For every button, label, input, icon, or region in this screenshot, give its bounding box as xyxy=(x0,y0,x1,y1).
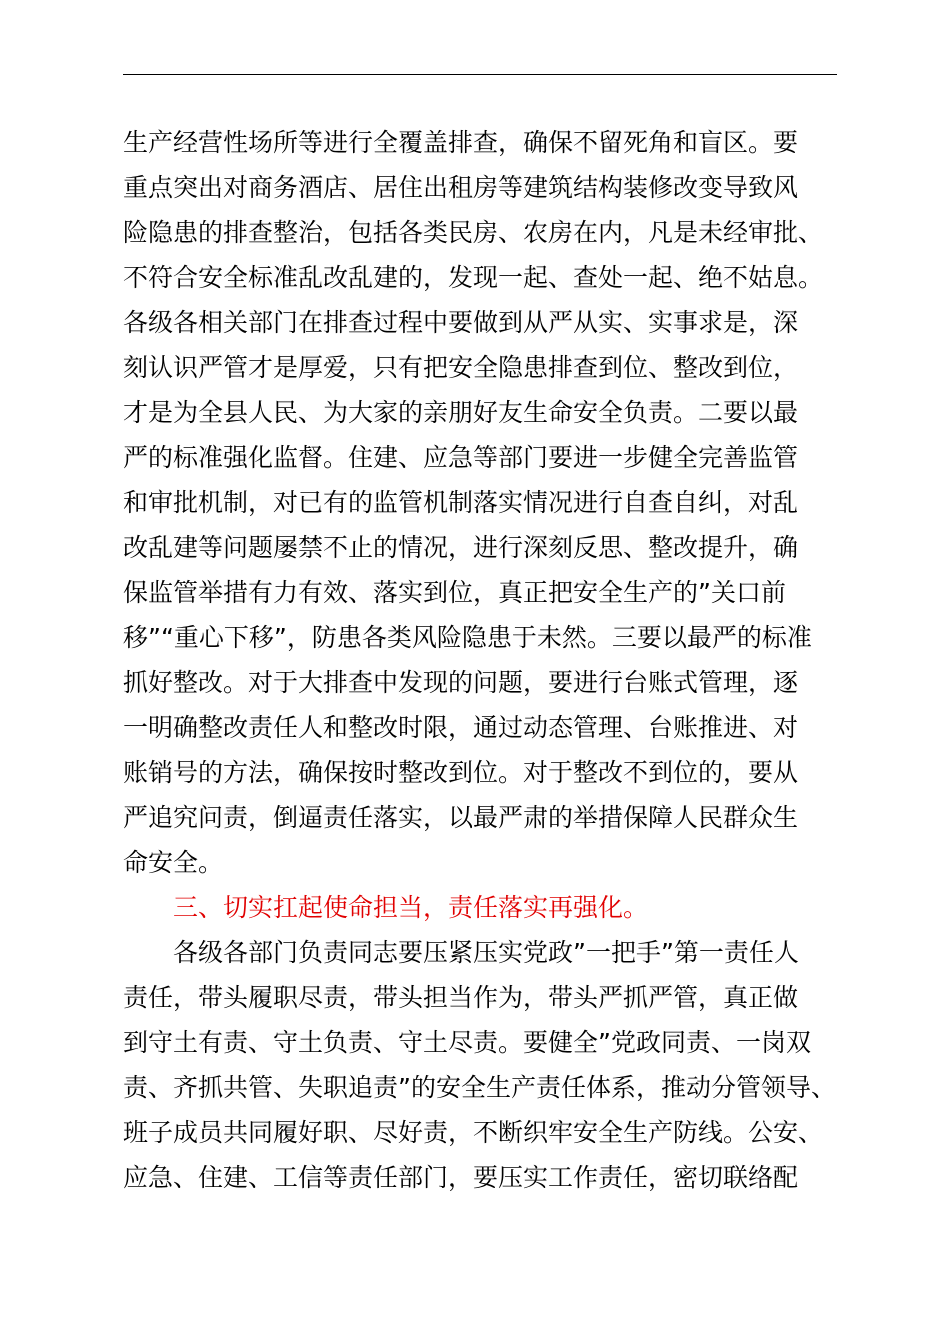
text-line: 命安全。 xyxy=(123,848,224,877)
text-line: 不符合安全标准乱改乱建的，发现一起、查处一起、绝不姑息。 xyxy=(123,263,824,292)
text-line: 才是为全县人民、为大家的亲朋好友生命安全负责。二要以最 xyxy=(123,398,799,427)
text-line: 班子成员共同履好职、尽好责，不断织牢安全生产防线。公安、 xyxy=(123,1118,824,1147)
text-line: 重点突出对商务酒店、居住出租房等建筑结构装修改变导致风 xyxy=(123,173,799,202)
text-line: 抓好整改。对于大排查中发现的问题，要进行台账式管理，逐 xyxy=(123,668,799,697)
text-line: 移”“重心下移”，防患各类风险隐患于未然。三要以最严的标准 xyxy=(123,623,812,652)
text-line: 到守土有责、守土负责、守土尽责。要健全”党政同责、一岗双 xyxy=(123,1028,811,1057)
section-heading: 三、切实扛起使命担当，责任落实再强化。 xyxy=(173,893,649,922)
text-line: 险隐患的排查整治，包括各类民房、农房在内，凡是未经审批、 xyxy=(123,218,824,247)
document-body xyxy=(123,120,843,1200)
paragraph-2 xyxy=(123,930,843,1200)
text-line: 和审批机制，对已有的监管机制落实情况进行自查自纠，对乱 xyxy=(123,488,799,517)
text-line: 严追究问责，倒逼责任落实，以最严肃的举措保障人民群众生 xyxy=(123,803,799,832)
text-line: 生产经营性场所等进行全覆盖排查，确保不留死角和盲区。要 xyxy=(123,128,799,157)
text-line: 刻认识严管才是厚爱，只有把安全隐患排查到位、整改到位， xyxy=(123,353,799,382)
text-line: 改乱建等问题屡禁不止的情况，进行深刻反思、整改提升，确 xyxy=(123,533,799,562)
header-rule xyxy=(123,74,837,75)
text-line: 各级各部门负责同志要压紧压实党政”一把手”第一责任人 xyxy=(173,938,799,967)
text-line: 责、齐抓共管、失职追责”的安全生产责任体系，推动分管领导、 xyxy=(123,1073,836,1102)
text-line: 各级各相关部门在排查过程中要做到从严从实、实事求是，深 xyxy=(123,308,799,337)
text-line: 一明确整改责任人和整改时限，通过动态管理、台账推进、对 xyxy=(123,713,799,742)
text-line: 保监管举措有力有效、落实到位，真正把安全生产的”关口前 xyxy=(123,578,786,607)
text-line: 应急、住建、工信等责任部门，要压实工作责任，密切联络配 xyxy=(123,1163,799,1192)
text-line: 账销号的方法，确保按时整改到位。对于整改不到位的，要从 xyxy=(123,758,799,787)
paragraph-1 xyxy=(123,120,843,885)
text-line: 严的标准强化监督。住建、应急等部门要进一步健全完善监管 xyxy=(123,443,799,472)
text-line: 责任，带头履职尽责，带头担当作为，带头严抓严管，真正做 xyxy=(123,983,799,1012)
